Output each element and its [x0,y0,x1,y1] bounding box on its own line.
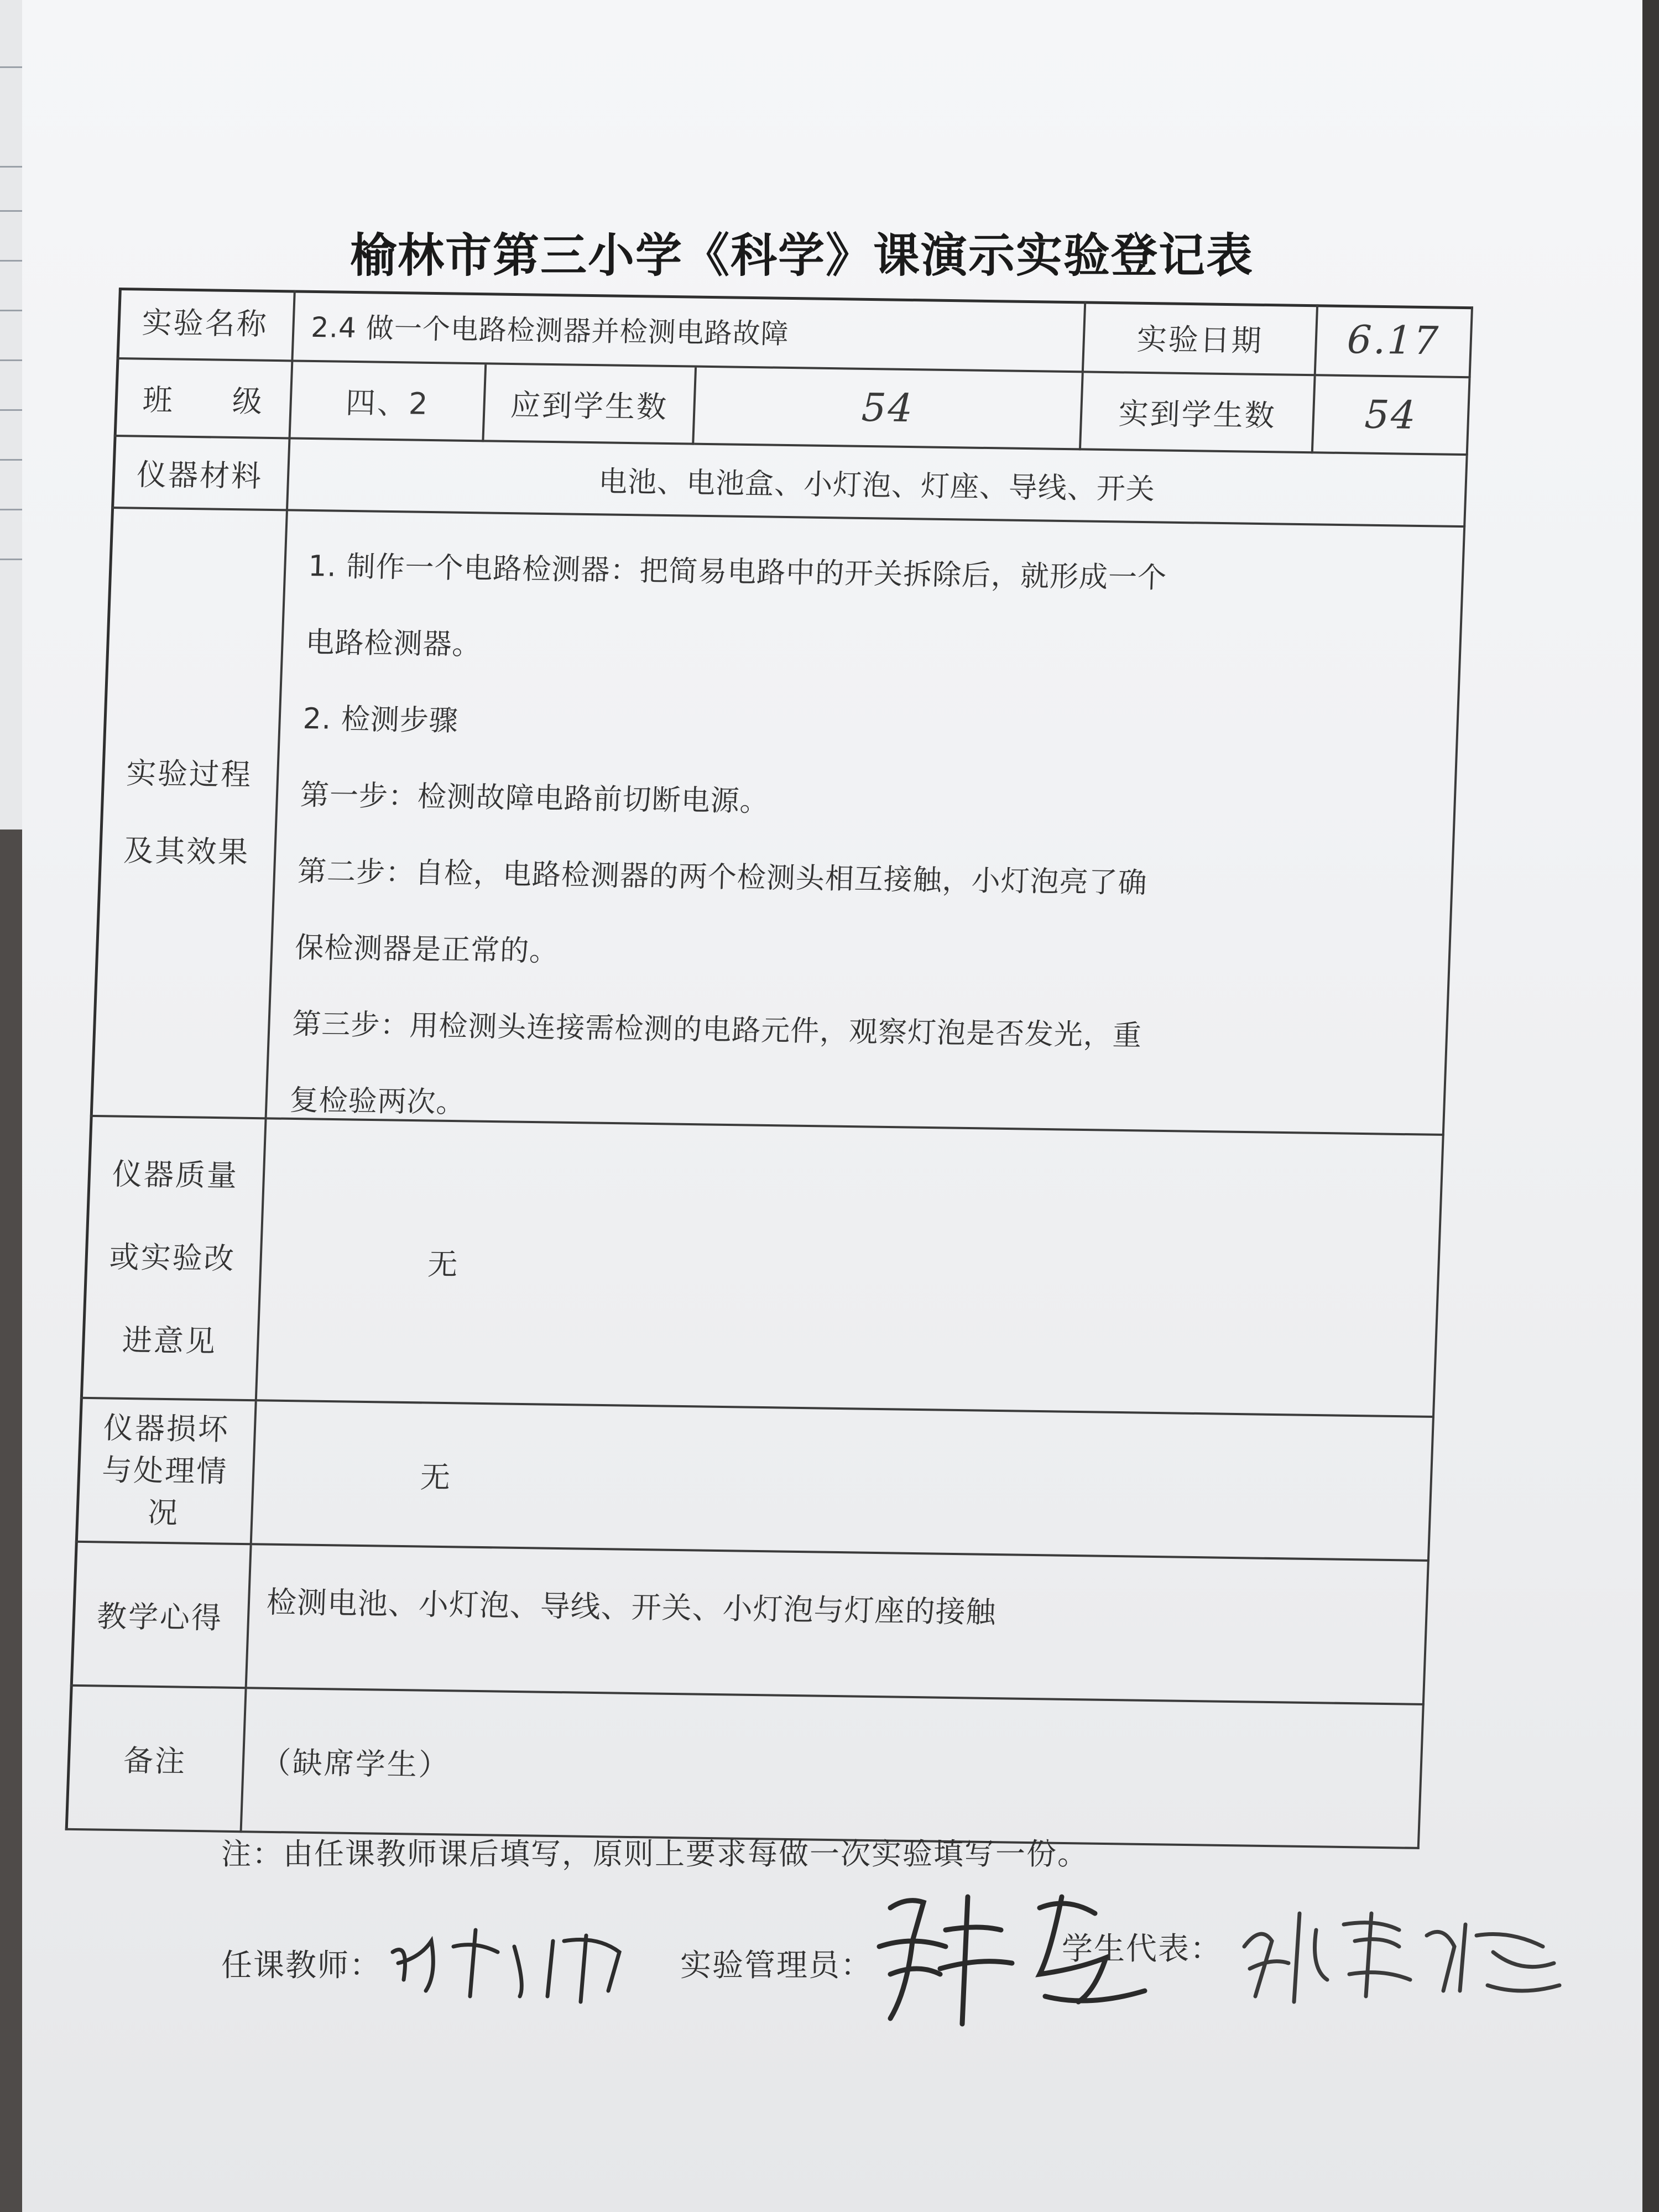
damage-label-line: 与处理情 [101,1452,229,1489]
quality-label-line: 进意见 [121,1322,218,1359]
materials-value: 电池、电池盒、小灯泡、灯座、导线、开关 [288,439,1468,528]
remarks-value: （缺席学生） [242,1689,1424,1849]
quality-label [80,1117,267,1401]
materials-label: 仪器材料 [111,437,290,511]
expected-students-value: 54 [694,368,1084,451]
experiment-name-label: 实验名称 [116,288,295,362]
footnote: 注：由任课教师课后填写，原则上要求每做一次实验填写一份。 [221,1837,1088,1871]
document-title: 榆林市第三小学《科学》课演示实验登记表 [349,228,1254,283]
remarks-label: 备注 [65,1687,247,1833]
experiment-date-value: 6.17 [1316,304,1473,378]
process-line: 复检验两次。 [289,1083,466,1120]
quality-value: 无 [257,1119,1444,1418]
quality-label-line: 仪器质量 [111,1156,239,1193]
experiment-name-value: 2.4 做一个电路检测器并检测电路故障 [293,290,1086,373]
expected-students-label: 应到学生数 [484,364,697,445]
process-label [90,509,288,1119]
admin-label: 实验管理员： [680,1948,873,1984]
class-value: 四、2 [290,362,487,442]
teacher-label: 任课教师： [221,1948,382,1984]
process-line: 第二步：自检，电路检测器的两个检测头相互接触，小灯泡亮了确 [297,854,1148,900]
process-content [267,511,1466,1136]
damage-label [75,1399,257,1545]
process-label-line: 及其效果 [123,833,251,870]
process-line: 保检测器是正常的。 [294,931,560,968]
insight-value: 检测电池、小灯泡、导线、开关、小灯泡与灯座的接触 [247,1545,1430,1705]
student-signature [1233,1891,1565,2013]
quality-label-line: 或实验改 [108,1239,236,1276]
signature-row [221,1924,1548,2035]
process-line: 1. 制作一个电路检测器：把简易电路中的开关拆除后，就形成一个 [307,549,1168,595]
process-line: 第一步：检测故障电路前切断电源。 [299,778,770,818]
actual-students-label: 实到学生数 [1081,373,1316,453]
actual-students-value: 54 [1313,376,1471,456]
registration-form-table [65,288,1473,1849]
experiment-date-label: 实验日期 [1084,301,1318,376]
process-line: 2. 检测步骤 [302,702,459,738]
class-label: 班 级 [114,359,294,439]
process-line: 电路检测器。 [305,625,482,662]
damage-label-line: 仪器损坏 [102,1410,231,1447]
process-label-line: 实验过程 [126,755,253,792]
insight-label: 教学心得 [70,1543,252,1689]
damage-value: 无 [252,1401,1434,1562]
process-line: 第三步：用检测头连接需检测的电路元件，观察灯泡是否发光，重 [291,1007,1143,1053]
teacher-signature [387,1908,641,2007]
damage-label-line: 况 [147,1495,180,1531]
student-label: 学生代表： [1062,1931,1222,1967]
